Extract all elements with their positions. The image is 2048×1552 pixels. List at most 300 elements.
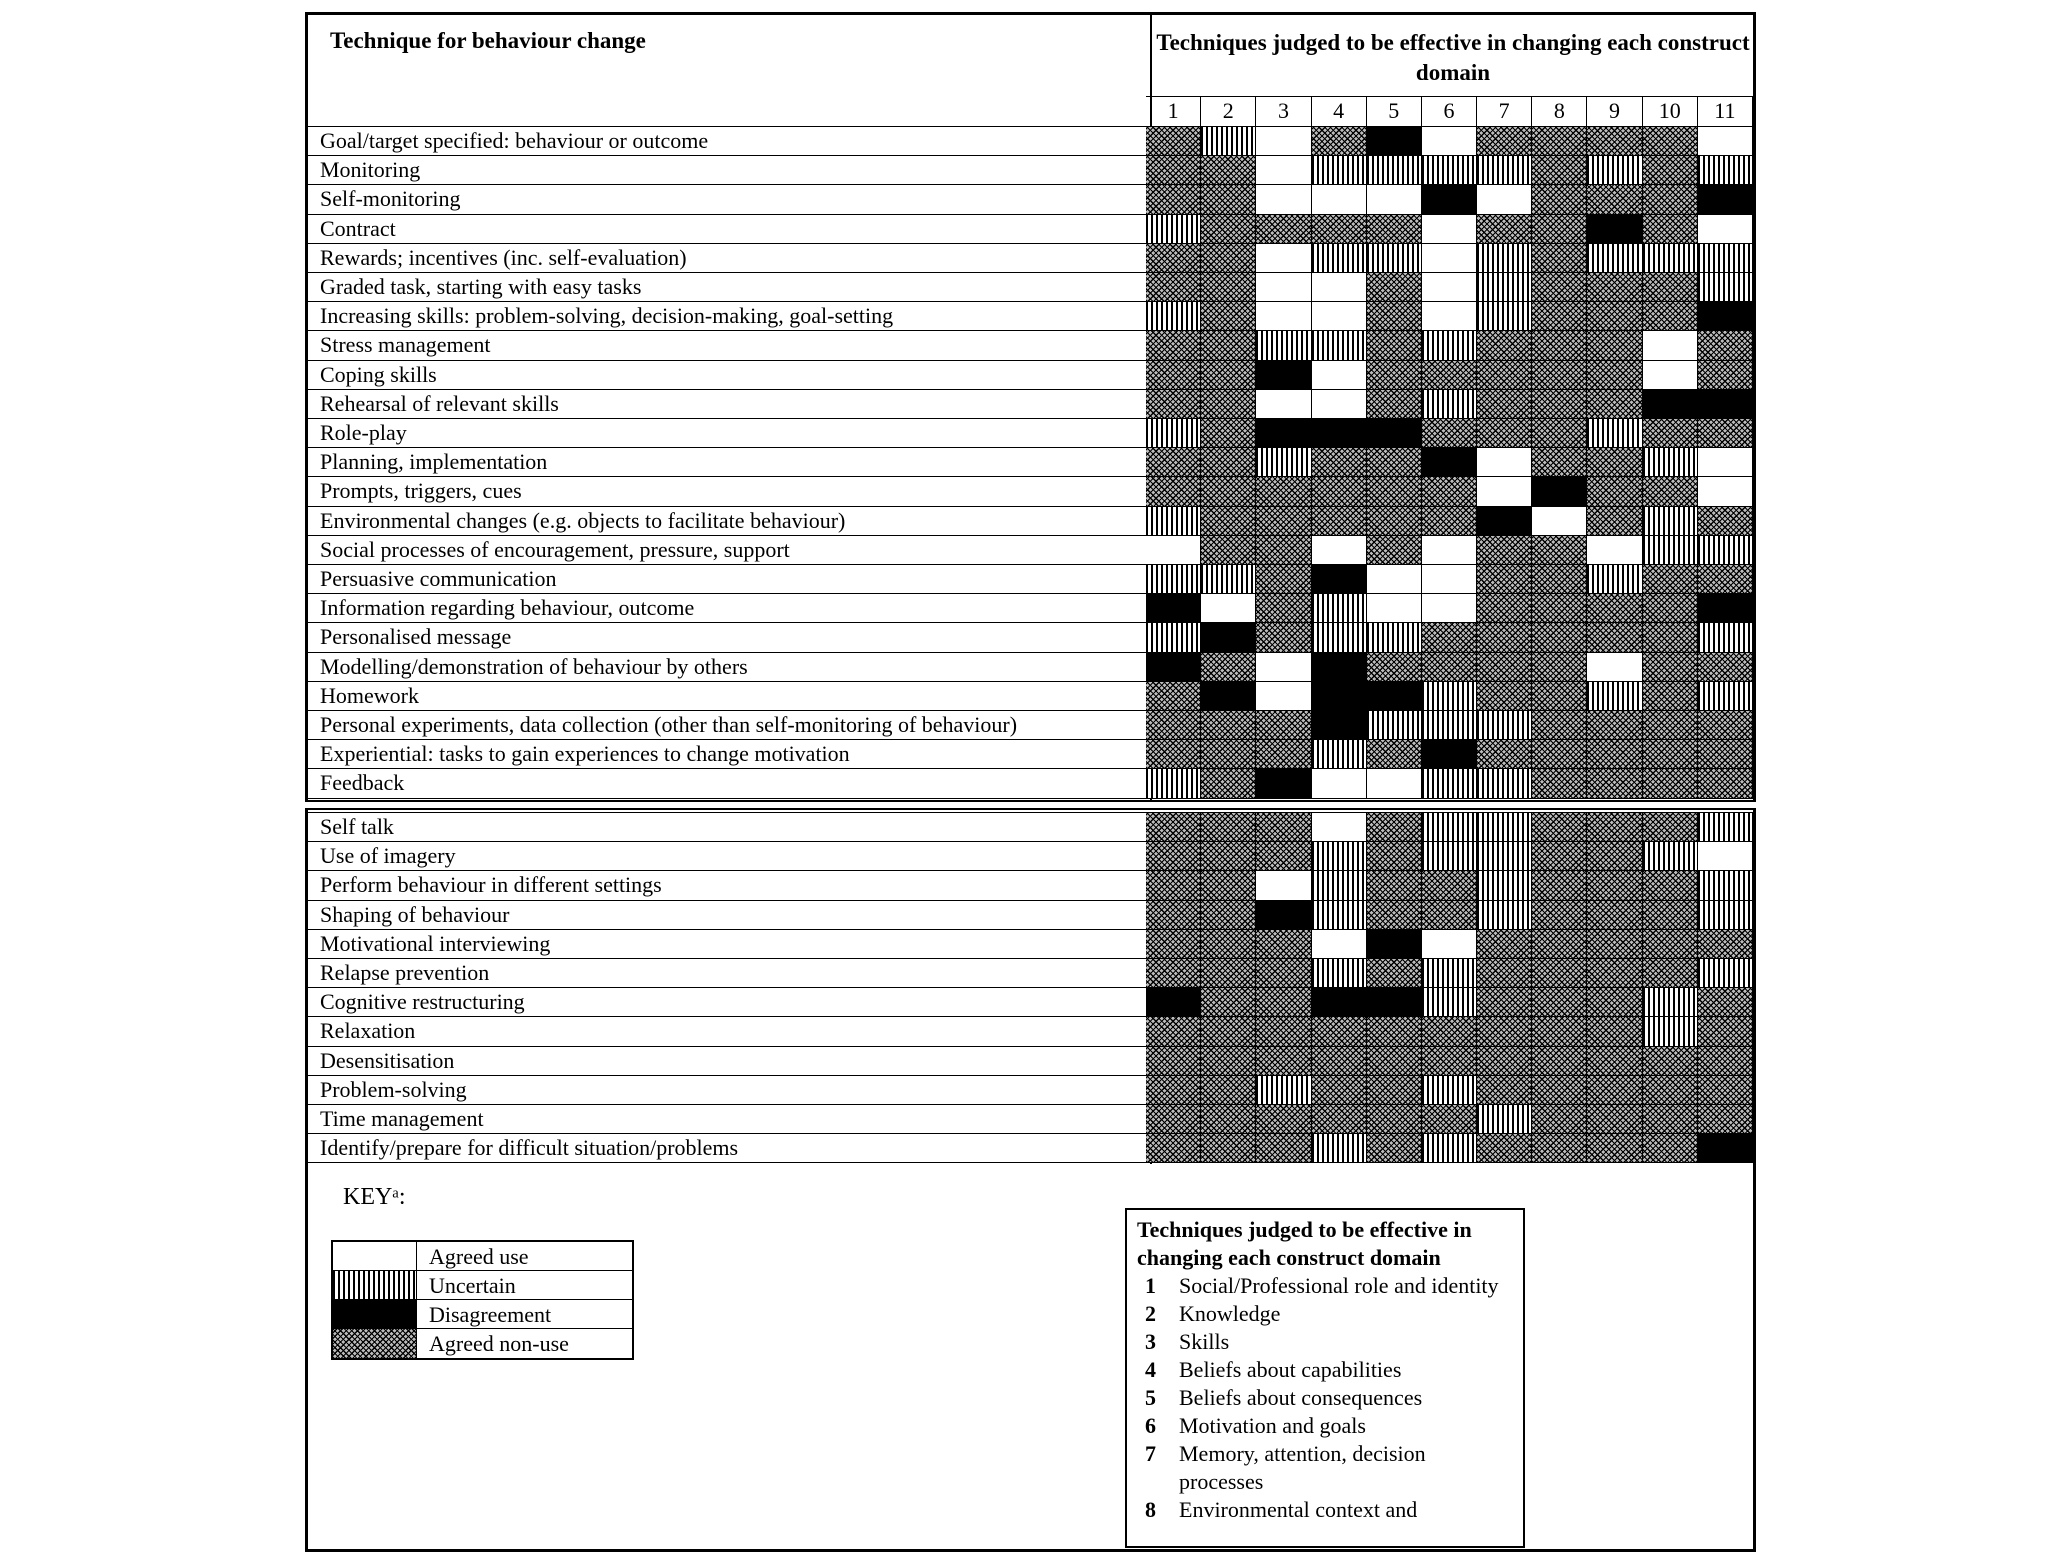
rating-cell [1422, 419, 1477, 448]
domain-item [1137, 1440, 1513, 1496]
rating-cell [1146, 1105, 1201, 1134]
rating-cell [1146, 653, 1201, 682]
rating-cell [1256, 361, 1311, 390]
rating-cell [1643, 871, 1698, 900]
rating-cell [1422, 682, 1477, 711]
rating-cell [1201, 419, 1256, 448]
technique-label: Identify/prepare for difficult situation/problems [320, 1135, 739, 1161]
rating-cell [1532, 711, 1587, 740]
rating-cell [1587, 1134, 1642, 1163]
rating-cell [1698, 302, 1753, 331]
rating-cell [1698, 594, 1753, 623]
rating-cell [1477, 769, 1532, 798]
rating-cell [1201, 653, 1256, 682]
rating-cell [1422, 273, 1477, 302]
rating-cell [1422, 244, 1477, 273]
rating-cell [1477, 623, 1532, 652]
technique-label: Increasing skills: problem-solving, decision-making, goal-setting [320, 303, 894, 329]
rating-cell [1532, 331, 1587, 360]
rating-cell [1256, 1076, 1311, 1105]
rating-cell [1422, 623, 1477, 652]
rating-cell [1367, 156, 1422, 185]
rating-cell [1477, 127, 1532, 156]
rating-cell [1312, 959, 1367, 988]
rating-cell [1201, 331, 1256, 360]
column-number: 4 [1312, 96, 1367, 126]
rating-cell [1422, 156, 1477, 185]
rating-cell [1422, 1017, 1477, 1046]
rating-cell [1532, 565, 1587, 594]
technique-label: Use of imagery [320, 843, 456, 869]
column-number: 5 [1367, 96, 1422, 126]
rating-cell [1367, 682, 1422, 711]
domain-number: 6 [1145, 1413, 1156, 1438]
rating-cell [1312, 740, 1367, 769]
rating-cell [1312, 273, 1367, 302]
rating-cell [1256, 1134, 1311, 1163]
technique-label: Perform behaviour in different settings [320, 872, 662, 898]
rating-cell [1587, 623, 1642, 652]
rating-cell [1146, 419, 1201, 448]
rating-cell [1312, 156, 1367, 185]
domain-label: Knowledge [1179, 1301, 1281, 1326]
rating-cell [1643, 930, 1698, 959]
rating-cell [1367, 959, 1422, 988]
rating-cell [1146, 1047, 1201, 1076]
rating-cell [1367, 185, 1422, 214]
rating-cell [1587, 390, 1642, 419]
rating-cell [1146, 361, 1201, 390]
rating-cell [1256, 769, 1311, 798]
rating-cell [1422, 1134, 1477, 1163]
rating-cell [1256, 682, 1311, 711]
rating-cell [1312, 623, 1367, 652]
rating-cell [1532, 419, 1587, 448]
rating-cell [1367, 653, 1422, 682]
domain-item [1137, 1272, 1513, 1300]
row-line [305, 1162, 1756, 1163]
rating-cell [1312, 988, 1367, 1017]
rating-cell [1477, 1105, 1532, 1134]
rating-cell [1477, 959, 1532, 988]
rating-cell [1201, 740, 1256, 769]
rating-cell [1422, 536, 1477, 565]
rating-cell [1532, 448, 1587, 477]
domain-label: Motivation and goals [1179, 1413, 1366, 1438]
rating-cell [1643, 302, 1698, 331]
rating-cell [1256, 1105, 1311, 1134]
technique-label: Relapse prevention [320, 960, 490, 985]
rating-cell [1532, 1017, 1587, 1046]
technique-label: Personalised message [320, 624, 512, 650]
key-swatch [333, 1329, 417, 1358]
rating-cell [1477, 273, 1532, 302]
rating-cell [1587, 536, 1642, 565]
rating-cell [1587, 594, 1642, 623]
technique-label: Rehearsal of relevant skills [320, 390, 559, 416]
rating-cell [1587, 1105, 1642, 1134]
rating-cell [1643, 127, 1698, 156]
domain-item [1137, 1328, 1513, 1356]
rating-cell [1643, 156, 1698, 185]
rating-cell [1312, 477, 1367, 506]
rating-cell [1698, 871, 1753, 900]
rating-cell [1532, 959, 1587, 988]
rating-cell [1312, 536, 1367, 565]
rating-cell [1146, 813, 1201, 842]
rating-cell [1201, 565, 1256, 594]
rating-cell [1367, 594, 1422, 623]
rating-cell [1146, 1076, 1201, 1105]
rating-cell [1422, 215, 1477, 244]
key-item [333, 1271, 632, 1300]
rating-cell [1256, 331, 1311, 360]
rating-cell [1698, 1076, 1753, 1105]
rating-cell [1367, 623, 1422, 652]
rating-cell [1587, 565, 1642, 594]
technique-label: Time management [320, 1106, 484, 1131]
rating-cell [1201, 1134, 1256, 1163]
rating-cell [1587, 361, 1642, 390]
rating-cell [1256, 623, 1311, 652]
technique-label: Environmental changes (e.g. objects to facilitate behaviour) [320, 507, 846, 533]
technique-label: Feedback [320, 770, 405, 796]
rating-cell [1422, 930, 1477, 959]
rating-cell [1367, 930, 1422, 959]
rating-cell [1477, 302, 1532, 331]
rating-cell [1201, 930, 1256, 959]
key-item [333, 1242, 632, 1271]
technique-label: Self-monitoring [320, 186, 461, 212]
rating-cell [1367, 302, 1422, 331]
rating-cell [1587, 769, 1642, 798]
rating-cell [1477, 1047, 1532, 1076]
rating-cell [1312, 1047, 1367, 1076]
column-number: 9 [1587, 96, 1642, 126]
rating-cell [1201, 477, 1256, 506]
key-swatch [333, 1300, 417, 1328]
rating-cell [1698, 959, 1753, 988]
rating-cell [1312, 711, 1367, 740]
key-label: Disagreement [429, 1302, 552, 1327]
rating-cell [1367, 871, 1422, 900]
rating-cell [1256, 1047, 1311, 1076]
rating-cell [1201, 871, 1256, 900]
rating-cell [1698, 813, 1753, 842]
rating-cell [1477, 448, 1532, 477]
rating-cell [1201, 1076, 1256, 1105]
rating-cell [1256, 390, 1311, 419]
rating-cell [1698, 507, 1753, 536]
rating-cell [1367, 448, 1422, 477]
rating-cell [1146, 565, 1201, 594]
rating-cell [1367, 273, 1422, 302]
rating-cell [1367, 740, 1422, 769]
rating-cell [1587, 273, 1642, 302]
rating-cell [1256, 244, 1311, 273]
rating-cell [1201, 273, 1256, 302]
rating-cell [1146, 623, 1201, 652]
rating-cell [1587, 419, 1642, 448]
rating-cell [1643, 565, 1698, 594]
rating-cell [1201, 842, 1256, 871]
rating-cell [1201, 507, 1256, 536]
technique-label: Prompts, triggers, cues [320, 478, 522, 504]
column-number: 3 [1256, 96, 1311, 126]
rating-cell [1422, 507, 1477, 536]
rating-cell [1146, 871, 1201, 900]
rating-cell [1422, 390, 1477, 419]
rating-cell [1477, 419, 1532, 448]
rating-cell [1201, 127, 1256, 156]
rating-cell [1256, 959, 1311, 988]
rating-cell [1201, 302, 1256, 331]
technique-label: Shaping of behaviour [320, 901, 510, 927]
rating-cell [1201, 623, 1256, 652]
technique-label: Motivational interviewing [320, 930, 551, 956]
domain-number: 1 [1145, 1273, 1156, 1298]
rating-cell [1532, 127, 1587, 156]
rating-cell [1201, 988, 1256, 1017]
column-number: 8 [1532, 96, 1587, 126]
rating-cell [1256, 507, 1311, 536]
rating-cell [1698, 536, 1753, 565]
rating-cell [1367, 988, 1422, 1017]
rating-cell [1422, 1105, 1477, 1134]
rating-cell [1367, 1017, 1422, 1046]
rating-cell [1587, 127, 1642, 156]
rating-cell [1532, 244, 1587, 273]
rating-cell [1587, 185, 1642, 214]
rating-cell [1698, 1105, 1753, 1134]
technique-label: Experiential: tasks to gain experiences to change motivation [320, 741, 850, 767]
rating-cell [1477, 594, 1532, 623]
row-line [305, 798, 1756, 799]
rating-cell [1422, 901, 1477, 930]
column-number: 6 [1422, 96, 1477, 126]
rating-cell [1643, 1017, 1698, 1046]
rating-cell [1422, 871, 1477, 900]
rating-cell [1201, 594, 1256, 623]
rating-cell [1477, 1017, 1532, 1046]
rating-cell [1477, 842, 1532, 871]
rating-cell [1698, 273, 1753, 302]
domain-number: 8 [1145, 1497, 1156, 1522]
rating-cell [1367, 1047, 1422, 1076]
rating-cell [1587, 653, 1642, 682]
rating-cell [1146, 127, 1201, 156]
rating-cell [1643, 1134, 1698, 1163]
domain-item [1137, 1496, 1513, 1524]
rating-cell [1201, 536, 1256, 565]
rating-cell [1256, 536, 1311, 565]
technique-label: Self talk [320, 814, 394, 839]
rating-cell [1587, 215, 1642, 244]
rating-cell [1201, 1105, 1256, 1134]
rating-cell [1587, 813, 1642, 842]
rating-cell [1146, 156, 1201, 185]
rating-cell [1532, 1047, 1587, 1076]
domain-item [1137, 1384, 1513, 1412]
rating-cell [1587, 477, 1642, 506]
rating-cell [1201, 215, 1256, 244]
domain-column-header: Techniques judged to be effective in changing each construct domain [1156, 30, 1750, 85]
rating-cell [1532, 185, 1587, 214]
rating-cell [1587, 711, 1642, 740]
rating-cell [1146, 682, 1201, 711]
rating-cell [1256, 988, 1311, 1017]
rating-cell [1256, 1017, 1311, 1046]
rating-cell [1587, 959, 1642, 988]
rating-cell [1587, 901, 1642, 930]
rating-cell [1367, 507, 1422, 536]
domain-legend [1125, 1208, 1525, 1548]
rating-cell [1643, 842, 1698, 871]
domain-number: 2 [1145, 1301, 1156, 1326]
rating-cell [1532, 536, 1587, 565]
rating-cell [1532, 769, 1587, 798]
rating-cell [1422, 448, 1477, 477]
technique-label: Contract [320, 215, 396, 241]
technique-label: Problem-solving [320, 1076, 467, 1102]
column-number: 1 [1146, 96, 1201, 126]
rating-cell [1312, 1105, 1367, 1134]
rating-cell [1312, 361, 1367, 390]
rating-cell [1587, 930, 1642, 959]
rating-cell [1532, 156, 1587, 185]
rating-cell [1477, 653, 1532, 682]
rating-cell [1532, 302, 1587, 331]
rating-cell [1532, 361, 1587, 390]
rating-cell [1698, 331, 1753, 360]
rating-cell [1698, 361, 1753, 390]
rating-cell [1643, 1105, 1698, 1134]
domain-legend-title: Techniques judged to be effective in changing each construct domain [1137, 1217, 1472, 1270]
rating-cell [1643, 419, 1698, 448]
rating-cell [1367, 711, 1422, 740]
column-number: 11 [1698, 96, 1753, 126]
rating-cell [1532, 682, 1587, 711]
rating-cell [1312, 419, 1367, 448]
rating-cell [1587, 1076, 1642, 1105]
rating-cell [1477, 1076, 1532, 1105]
rating-cell [1367, 361, 1422, 390]
technique-label: Relaxation [320, 1018, 416, 1044]
rating-cell [1422, 959, 1477, 988]
rating-cell [1698, 682, 1753, 711]
rating-cell [1422, 988, 1477, 1017]
rating-cell [1477, 682, 1532, 711]
rating-cell [1367, 769, 1422, 798]
rating-cell [1312, 127, 1367, 156]
rating-cell [1256, 842, 1311, 871]
rating-cell [1698, 1017, 1753, 1046]
rating-cell [1201, 959, 1256, 988]
rating-cell [1587, 682, 1642, 711]
rating-cell [1312, 871, 1367, 900]
domain-item [1137, 1300, 1513, 1328]
technique-label: Coping skills [320, 361, 437, 387]
domain-number: 5 [1145, 1385, 1156, 1410]
rating-cell [1367, 813, 1422, 842]
rating-cell [1587, 740, 1642, 769]
rating-cell [1367, 419, 1422, 448]
rating-cell [1367, 390, 1422, 419]
key-legend [331, 1240, 634, 1360]
rating-cell [1643, 215, 1698, 244]
rating-cell [1146, 769, 1201, 798]
rating-cell [1146, 1134, 1201, 1163]
rating-cell [1312, 331, 1367, 360]
rating-cell [1532, 813, 1587, 842]
rating-cell [1312, 682, 1367, 711]
rating-cell [1477, 740, 1532, 769]
rating-cell [1312, 930, 1367, 959]
technique-label: Modelling/demonstration of behaviour by others [320, 653, 748, 679]
rating-cell [1146, 331, 1201, 360]
rating-cell [1201, 1017, 1256, 1046]
rating-cell [1532, 623, 1587, 652]
technique-label: Role-play [320, 420, 407, 445]
rating-cell [1367, 477, 1422, 506]
rating-cell [1146, 711, 1201, 740]
rating-cell [1201, 361, 1256, 390]
rating-cell [1146, 930, 1201, 959]
rating-cell [1422, 1047, 1477, 1076]
rating-cell [1698, 769, 1753, 798]
rating-cell [1422, 769, 1477, 798]
rating-cell [1256, 871, 1311, 900]
technique-label: Homework [320, 682, 419, 708]
rating-cell [1256, 930, 1311, 959]
rating-cell [1201, 244, 1256, 273]
rating-cell [1532, 594, 1587, 623]
rating-cell [1532, 215, 1587, 244]
grid-line [1146, 96, 1753, 97]
rating-cell [1422, 477, 1477, 506]
rating-cell [1256, 127, 1311, 156]
domain-number: 7 [1145, 1441, 1156, 1466]
rating-cell [1587, 1047, 1642, 1076]
rating-cell [1698, 1134, 1753, 1163]
rating-cell [1256, 653, 1311, 682]
rating-cell [1312, 1076, 1367, 1105]
rating-cell [1256, 185, 1311, 214]
rating-cell [1477, 536, 1532, 565]
column-number: 2 [1201, 96, 1256, 126]
rating-cell [1477, 185, 1532, 214]
technique-label: Information regarding behaviour, outcome [320, 595, 695, 621]
rating-cell [1698, 244, 1753, 273]
rating-cell [1477, 813, 1532, 842]
rating-cell [1477, 988, 1532, 1017]
technique-label: Rewards; incentives (inc. self-evaluation) [320, 244, 687, 270]
rating-cell [1422, 361, 1477, 390]
rating-cell [1256, 477, 1311, 506]
key-swatch [333, 1242, 417, 1270]
rating-cell [1698, 127, 1753, 156]
technique-label: Monitoring [320, 157, 421, 183]
domain-label: Beliefs about capabilities [1179, 1357, 1402, 1382]
rating-cell [1587, 156, 1642, 185]
key-label: Agreed non-use [429, 1331, 569, 1356]
rating-cell [1422, 653, 1477, 682]
technique-label: Planning, implementation [320, 449, 548, 475]
rating-cell [1643, 711, 1698, 740]
rating-cell [1146, 448, 1201, 477]
rating-cell [1587, 842, 1642, 871]
technique-label: Desensitisation [320, 1047, 455, 1073]
